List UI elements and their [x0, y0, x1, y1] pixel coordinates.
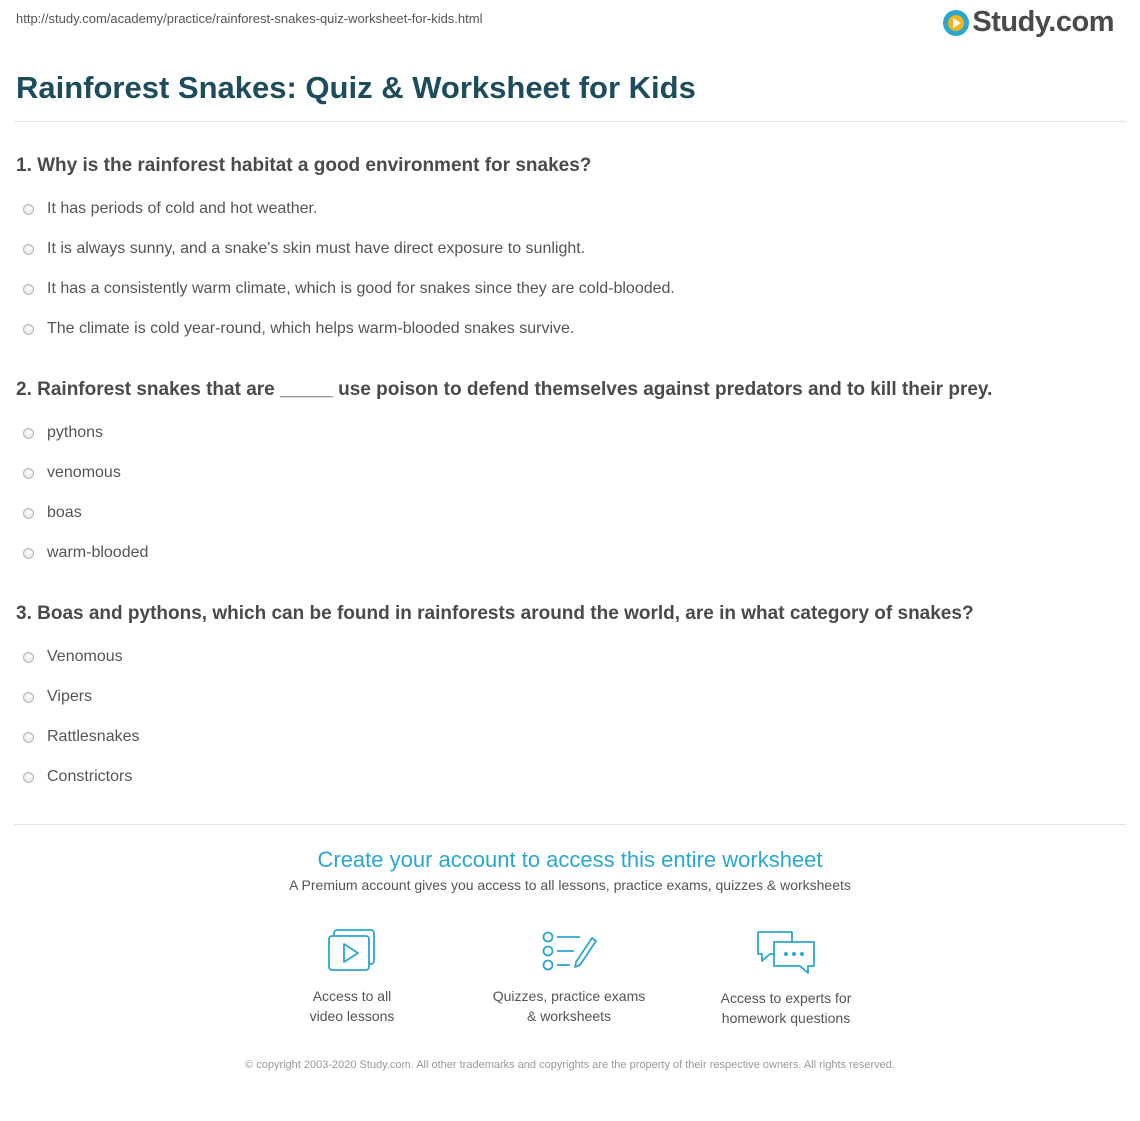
- answer-label: Venomous: [47, 648, 123, 665]
- answer-options: [16, 637, 1126, 797]
- question-text: 3. Boas and pythons, which can be found in rainforests around the world, are in what category of snakes?: [16, 603, 974, 624]
- answer-option[interactable]: [16, 677, 1126, 717]
- radio-button[interactable]: [23, 732, 34, 743]
- play-circle-icon: [943, 10, 969, 36]
- radio-button[interactable]: [23, 652, 34, 663]
- quiz-checklist-icon: [540, 928, 598, 974]
- answer-options: [16, 413, 1126, 573]
- radio-button[interactable]: [23, 548, 34, 559]
- feature-line: & worksheets: [526, 1008, 612, 1024]
- answer-label: venomous: [47, 464, 121, 481]
- feature-line: homework questions: [721, 1010, 851, 1026]
- feature-label: [252, 986, 452, 1026]
- answer-label: warm-blooded: [47, 544, 149, 561]
- answer-option[interactable]: [16, 453, 1126, 493]
- radio-button[interactable]: [23, 244, 34, 255]
- answer-label: boas: [47, 504, 82, 521]
- answer-option[interactable]: [16, 269, 1126, 309]
- answer-label: Vipers: [47, 688, 93, 705]
- radio-button[interactable]: [23, 772, 34, 783]
- chat-bubbles-icon: [754, 928, 818, 976]
- question-3: [16, 603, 1126, 797]
- answer-option[interactable]: [16, 717, 1126, 757]
- answer-option[interactable]: [16, 413, 1126, 453]
- answer-options: [16, 189, 1126, 349]
- study-logo[interactable]: [943, 6, 1114, 39]
- answer-label: Rattlesnakes: [47, 728, 140, 745]
- answer-label: pythons: [47, 424, 104, 441]
- feature-video-lessons: [252, 928, 452, 1026]
- page-url: http://study.com/academy/practice/rainforest-snakes-quiz-worksheet-for-kids.html: [16, 11, 483, 26]
- radio-button[interactable]: [23, 428, 34, 439]
- premium-description: A Premium account gives you access to all lessons, practice exams, quizzes & worksheets: [289, 877, 851, 893]
- answer-option[interactable]: [16, 757, 1126, 797]
- radio-button[interactable]: [23, 468, 34, 479]
- copyright-notice: © copyright 2003-2020 Study.com. All other trademarks and copyrights are the property of their respective owners. All rights reserved.: [245, 1059, 895, 1071]
- feature-label: [686, 988, 886, 1028]
- feature-experts: [686, 928, 886, 1028]
- logo-text: Study.com: [972, 6, 1114, 38]
- video-lesson-icon: [326, 928, 378, 974]
- answer-option[interactable]: [16, 637, 1126, 677]
- answer-label: It has periods of cold and hot weather.: [47, 200, 318, 217]
- question-1: [16, 155, 1126, 349]
- answer-option[interactable]: [16, 189, 1126, 229]
- answer-label: Constrictors: [47, 768, 133, 785]
- answer-label: It is always sunny, and a snake's skin must have direct exposure to sunlight.: [47, 240, 586, 257]
- feature-line: Access to experts for: [720, 990, 852, 1006]
- question-text: 2. Rainforest snakes that are _____ use poison to defend themselves against predators and to kill their prey.: [16, 379, 993, 400]
- radio-button[interactable]: [23, 324, 34, 335]
- radio-button[interactable]: [23, 692, 34, 703]
- radio-button[interactable]: [23, 284, 34, 295]
- create-account-link[interactable]: Create your account to access this entire worksheet: [317, 847, 823, 872]
- feature-label: [469, 986, 669, 1026]
- answer-option[interactable]: [16, 533, 1126, 573]
- feature-line: Quizzes, practice exams: [492, 988, 646, 1004]
- answer-option[interactable]: [16, 229, 1126, 269]
- feature-quizzes: [469, 928, 669, 1026]
- question-2: [16, 379, 1126, 573]
- question-text: 1. Why is the rainforest habitat a good environment for snakes?: [16, 155, 592, 176]
- answer-label: The climate is cold year-round, which helps warm-blooded snakes survive.: [47, 320, 575, 337]
- title-divider: [14, 121, 1126, 122]
- page-title: Rainforest Snakes: Quiz & Worksheet for Kids: [16, 70, 696, 105]
- cta-divider: [14, 824, 1126, 825]
- feature-line: Access to all: [312, 988, 392, 1004]
- answer-option[interactable]: [16, 309, 1126, 349]
- radio-button[interactable]: [23, 204, 34, 215]
- radio-button[interactable]: [23, 508, 34, 519]
- feature-line: video lessons: [309, 1008, 395, 1024]
- answer-option[interactable]: [16, 493, 1126, 533]
- answer-label: It has a consistently warm climate, which is good for snakes since they are cold-blooded.: [47, 280, 675, 297]
